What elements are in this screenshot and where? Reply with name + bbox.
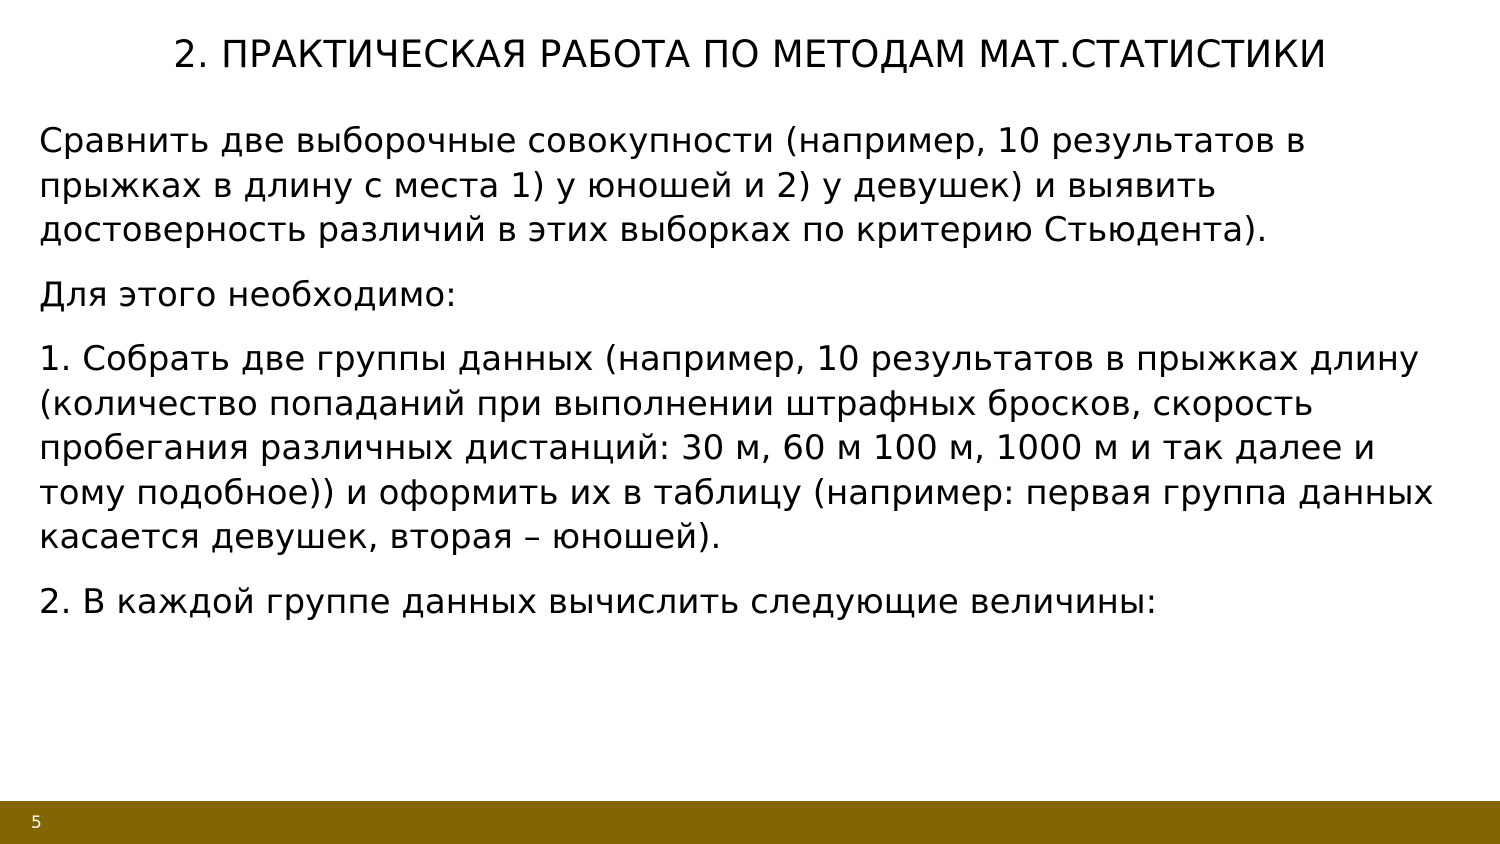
- paragraph-step-1: 1. Собрать две группы данных (например, 10 результатов в прыжках длину (количество попаданий при выполнении штрафных бросков, скорость пробегания различных дистанций: 30 м, 60 м 100 м, 1000 м и так далее и тому подобное)) и оформить их в таблицу (например: первая группа данных касается девушек, вторая – юношей).: [39, 339, 1434, 557]
- footer-bar: [0, 801, 1500, 844]
- paragraph-task: Сравнить две выборочные совокупности (например, 10 результатов в прыжках в длину с места 1) у юношей и 2) у девушек) и выявить достоверность различий в этих выборках по критерию Стьюдента).: [39, 121, 1306, 250]
- page-number: 5: [31, 813, 42, 833]
- slide-body: [39, 119, 1469, 644]
- paragraph-step-2: 2. В каждой группе данных вычислить следующие величины:: [39, 581, 1158, 622]
- paragraph-intro: Для этого необходимо:: [39, 274, 457, 315]
- slide-title: 2. ПРАКТИЧЕСКАЯ РАБОТА ПО МЕТОДАМ МАТ.СТАТИСТИКИ: [173, 33, 1327, 76]
